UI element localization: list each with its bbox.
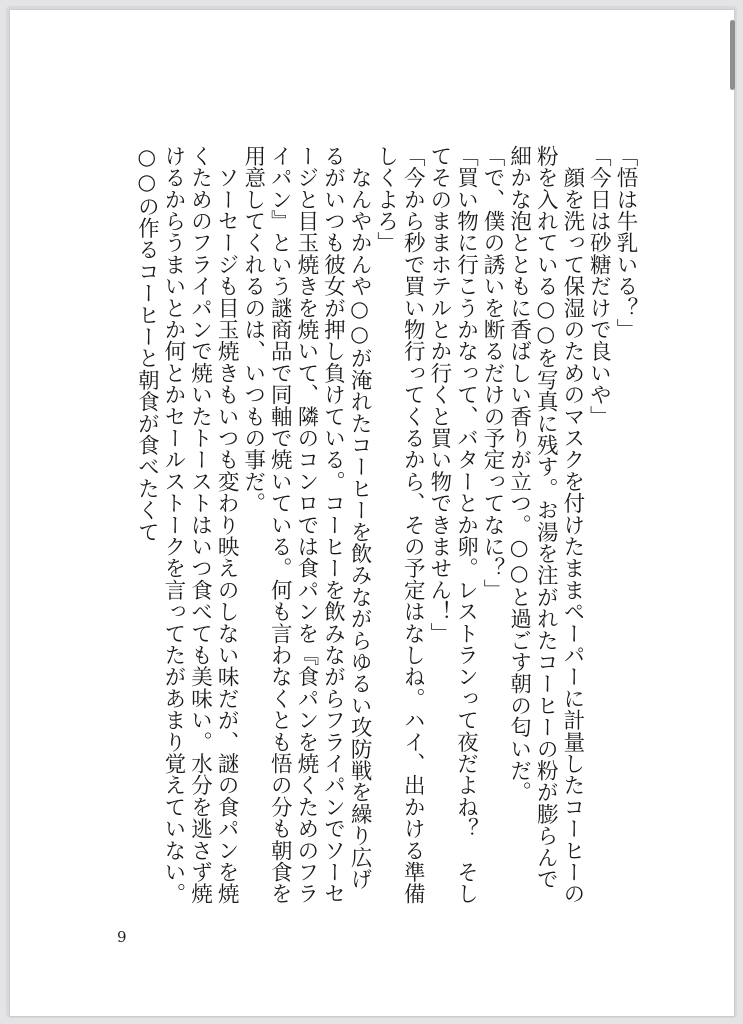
paragraph: 「悟は牛乳いる？」 (613, 145, 638, 341)
paragraph: 「今から秒で買い物行ってくるから、その予定はなしね。ハイ、出かける準備しくよろ」 (373, 145, 426, 905)
paragraph: 「で、僕の誘いを断るだけの予定ってなに？」 (480, 145, 506, 601)
paragraph: ソーセージも目玉焼きもいつも変わり映えのしない味だが、謎の食パンを焼くためのフライパンで焼いたトーストはいつ食べても美味い。水分を逃さず焼けるからうまいとか何とかセールストークを言ってたがあまり覚えていない。○○の作るコーヒーと朝食が食べたくて (134, 145, 240, 905)
scrollbar-thumb[interactable] (730, 20, 735, 90)
vertical-text-body (118, 145, 638, 905)
paragraph: 「今日は砂糖だけで良いや」 (586, 145, 612, 428)
page-number: 9 (117, 928, 127, 946)
book-page (10, 10, 734, 1016)
paragraph: 顔を洗って保湿のためのマスクを付けたままペーパーに計量したコーヒーの粉を入れている○○を写真に残す。お湯を注がれたコーヒーの粉が膨らんで細かな泡とともに香ばしい香りが立つ。○○と過ごす朝の匂いだ。 (506, 145, 585, 905)
paragraph: 「買い物に行こうかなって、バターとか卵。レストランって夜だよね？ そしてそのままホテルとか行くと買い物できません！」 (426, 145, 479, 905)
paragraph: なんやかんや○○が淹れたコーヒーを飲みながらゆるい攻防戦を繰り広げるがいつも彼女が押し負けている。コーヒーを飲みながらフライパンでソーセージと目玉焼きを焼いて、隣のコンロでは食パンを『食パンを焼くためのフライパン』という謎商品で同軸で焼いている。何も言わなくとも悟の分も朝食を用意してくれるのは、いつもの事だ。 (240, 145, 373, 905)
